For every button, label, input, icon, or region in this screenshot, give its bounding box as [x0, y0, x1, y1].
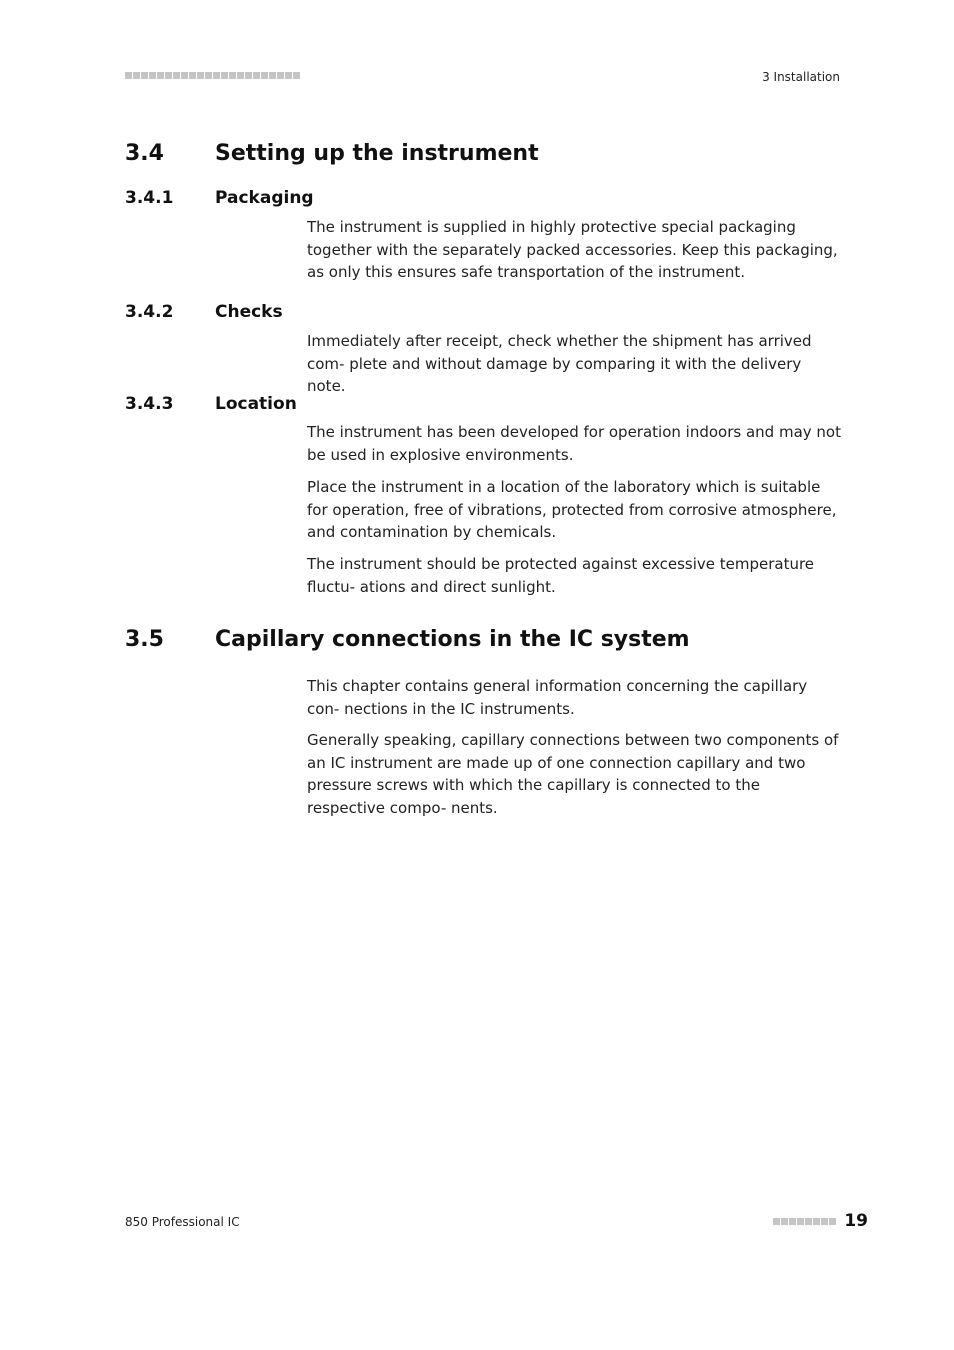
subsection-heading-3-4-2: [125, 302, 283, 322]
decoration-square: [821, 1218, 828, 1225]
decoration-square: [221, 72, 228, 79]
subsection-number: 3.4.3: [125, 394, 174, 414]
decoration-square: [293, 72, 300, 79]
decoration-square: [165, 72, 172, 79]
running-header-chapter: 3 Installation: [762, 70, 840, 84]
decoration-square: [245, 72, 252, 79]
page-number: 19: [844, 1211, 868, 1231]
decoration-square: [789, 1218, 796, 1225]
decoration-square: [253, 72, 260, 79]
section-heading-3-4: [125, 141, 539, 166]
decoration-square: [813, 1218, 820, 1225]
subsection-number: 3.4.1: [125, 188, 174, 208]
paragraph-location-3: The instrument should be protected against excessive temperature fluctu- ations and direct sunlight.: [307, 555, 815, 596]
subsection-title: Packaging: [215, 188, 314, 208]
decoration-square: [773, 1218, 780, 1225]
decoration-square: [173, 72, 180, 79]
header-decoration: [125, 72, 300, 80]
paragraph-packaging: The instrument is supplied in highly protective special packaging together with the separately packed accessories. Keep this packaging, as only this ensures safe transportation of the instrument.: [307, 218, 838, 281]
decoration-square: [261, 72, 268, 79]
decoration-square: [205, 72, 212, 79]
decoration-square: [229, 72, 236, 79]
section-title: Setting up the instrument: [215, 141, 539, 166]
decoration-square: [157, 72, 164, 79]
paragraph-location-2: Place the instrument in a location of the laboratory which is suitable for operation, free of vibrations, protected from corrosive atmosphere, and contamination by chemicals.: [307, 478, 837, 541]
section-title: Capillary connections in the IC system: [215, 627, 690, 652]
footer-product-name: 850 Professional IC: [125, 1215, 240, 1229]
decoration-square: [141, 72, 148, 79]
paragraph-location-1: The instrument has been developed for operation indoors and may not be used in explosive environments.: [307, 423, 841, 464]
decoration-square: [781, 1218, 788, 1225]
footer-decoration: [773, 1218, 836, 1225]
subsection-title: Location: [215, 394, 297, 414]
subsection-number: 3.4.2: [125, 302, 174, 322]
paragraph-capillary-2: Generally speaking, capillary connections between two components of an IC instrument are made up of one connection capillary and two pressure screws with which the capillary is connected to the respective compo- nents.: [307, 731, 839, 817]
decoration-square: [285, 72, 292, 79]
decoration-square: [125, 72, 132, 79]
section-number: 3.4: [125, 141, 164, 166]
decoration-square: [829, 1218, 836, 1225]
subsection-title: Checks: [215, 302, 283, 322]
decoration-square: [269, 72, 276, 79]
decoration-square: [133, 72, 140, 79]
decoration-square: [213, 72, 220, 79]
section-heading-3-5: [125, 627, 690, 652]
decoration-square: [277, 72, 284, 79]
paragraph-capillary-1: This chapter contains general information concerning the capillary con- nections in the IC instruments.: [307, 677, 808, 718]
subsection-heading-3-4-3: [125, 394, 297, 414]
subsection-heading-3-4-1: [125, 188, 314, 208]
decoration-square: [181, 72, 188, 79]
paragraph-checks: Immediately after receipt, check whether the shipment has arrived com- plete and without damage by comparing it with the delivery note.: [307, 332, 812, 395]
decoration-square: [189, 72, 196, 79]
section-number: 3.5: [125, 627, 164, 652]
decoration-square: [149, 72, 156, 79]
decoration-square: [805, 1218, 812, 1225]
decoration-square: [197, 72, 204, 79]
decoration-square: [237, 72, 244, 79]
decoration-square: [797, 1218, 804, 1225]
